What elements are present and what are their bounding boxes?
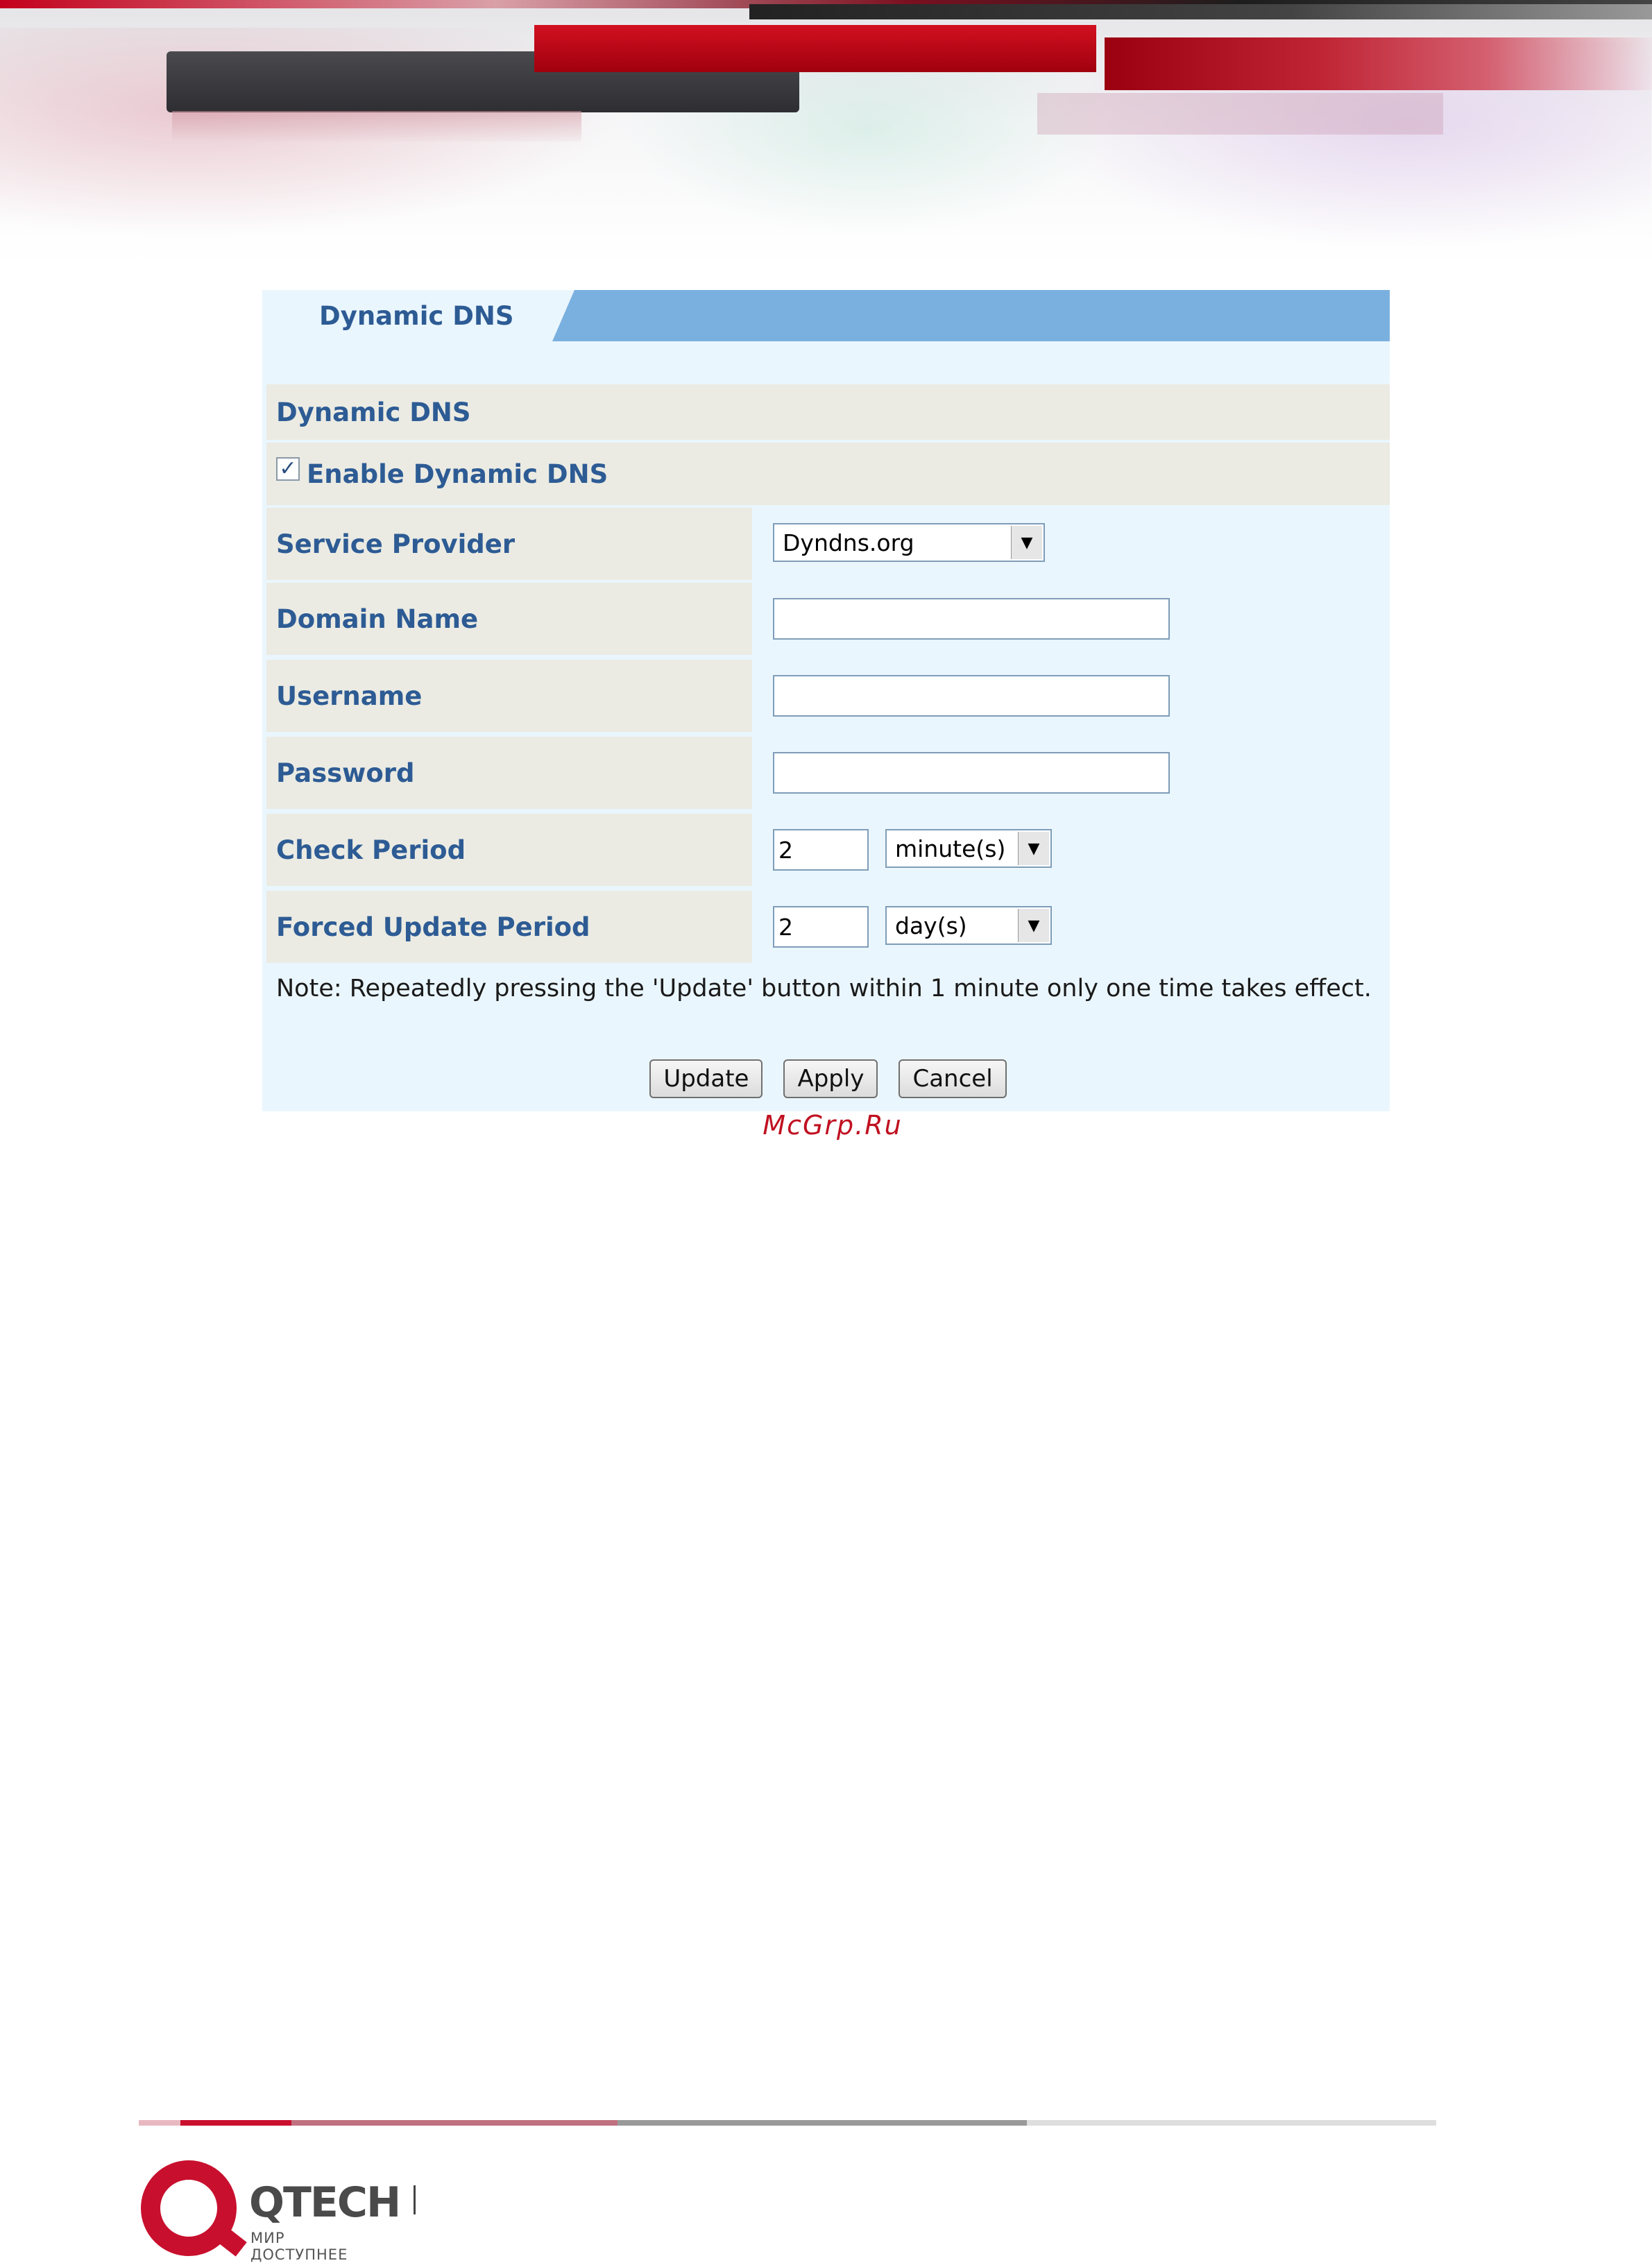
forced-update-period-label: Forced Update Period bbox=[266, 891, 752, 963]
tab-strip bbox=[262, 290, 1390, 341]
forced-update-period-row bbox=[266, 891, 1390, 963]
footer-divider bbox=[139, 2120, 1436, 2126]
tab-dynamic-dns[interactable]: Dynamic DNS bbox=[319, 300, 514, 331]
password-input[interactable] bbox=[773, 752, 1170, 794]
update-button[interactable]: Update bbox=[649, 1059, 763, 1098]
watermark: McGrp.Ru bbox=[763, 1110, 903, 1141]
domain-name-row bbox=[266, 583, 1390, 655]
service-provider-label: Service Provider bbox=[266, 508, 752, 580]
enable-ddns-label: Enable Dynamic DNS bbox=[307, 459, 608, 489]
username-input[interactable] bbox=[773, 675, 1170, 717]
check-period-label: Check Period bbox=[266, 814, 752, 886]
check-period-input[interactable] bbox=[773, 829, 869, 871]
brand-tagline: МИР ДОСТУПНЕЕ bbox=[250, 2230, 348, 2263]
cancel-button[interactable]: Cancel bbox=[899, 1059, 1006, 1098]
chevron-down-icon[interactable]: ▼ bbox=[1018, 909, 1049, 942]
check-period-row bbox=[266, 814, 1390, 886]
domain-name-input[interactable] bbox=[773, 598, 1170, 640]
enable-ddns-checkbox[interactable]: ✓ bbox=[276, 457, 300, 481]
password-label: Password bbox=[266, 737, 752, 809]
check-period-unit-select[interactable] bbox=[885, 829, 1052, 868]
qtech-logo bbox=[141, 2158, 400, 2263]
section-title: Dynamic DNS bbox=[266, 384, 1390, 440]
check-period-unit-value: minute(s) bbox=[895, 835, 1006, 862]
service-provider-row bbox=[266, 508, 1390, 580]
password-row bbox=[266, 737, 1390, 809]
update-note: Note: Repeatedly pressing the 'Update' button within 1 minute only one time takes effect. bbox=[266, 966, 1390, 1043]
brand-name: QTECH bbox=[249, 2178, 400, 2227]
forced-update-period-input[interactable] bbox=[773, 906, 869, 948]
username-row bbox=[266, 660, 1390, 732]
button-row bbox=[266, 1048, 1390, 1110]
service-provider-value: Dyndns.org bbox=[783, 529, 914, 556]
forced-update-unit-select[interactable] bbox=[885, 906, 1052, 945]
username-label: Username bbox=[266, 660, 752, 732]
service-provider-select[interactable] bbox=[773, 523, 1045, 562]
ddns-panel bbox=[262, 290, 1390, 1111]
forced-update-unit-value: day(s) bbox=[895, 912, 967, 939]
domain-name-label: Domain Name bbox=[266, 583, 752, 655]
chevron-down-icon[interactable]: ▼ bbox=[1011, 526, 1042, 559]
header-banner bbox=[0, 0, 1652, 264]
footer-separator bbox=[414, 2185, 416, 2214]
apply-button[interactable]: Apply bbox=[783, 1059, 878, 1098]
chevron-down-icon[interactable]: ▼ bbox=[1018, 832, 1049, 865]
enable-ddns-row bbox=[266, 443, 1390, 505]
